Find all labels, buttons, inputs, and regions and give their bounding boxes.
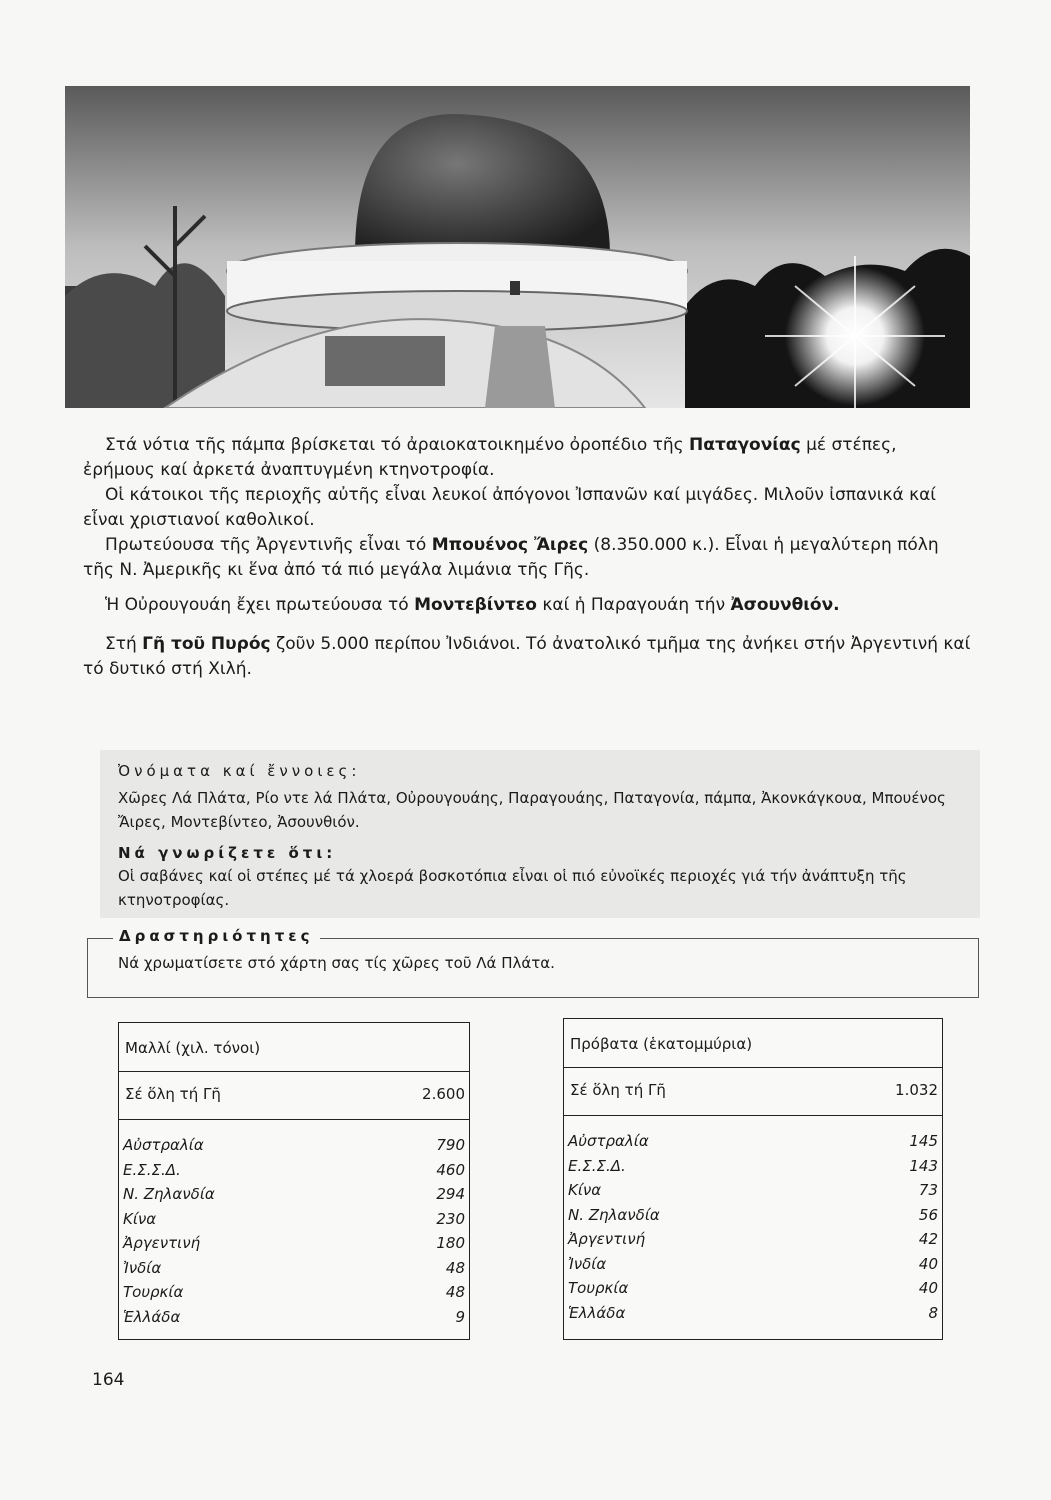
wool-total-row bbox=[125, 1085, 465, 1103]
activity-box bbox=[87, 927, 979, 998]
paragraph-inhabitants: Οἱ κάτοικοι τῆς περιοχῆς αὐτῆς εἶναι λευκοί ἀπόγονοι Ἰσπανῶν καί μιγάδες. Μιλοῦν ἰσπανικά καί εἶναι χριστιανοί καθολικοί. bbox=[83, 485, 937, 530]
know-text: Οἱ σαβάνες καί οἱ στέπες μέ τά χλοερά βοσκοτόπια εἶναι οἱ πιό εὐνοϊκές περιοχές γιά τήν ἀνάπτυξη τῆς κτηνοτροφίας. bbox=[118, 867, 907, 909]
table-row: Ν. Ζηλανδία 56 bbox=[568, 1205, 938, 1224]
sheep-total-row bbox=[570, 1081, 938, 1099]
planetarium-photo bbox=[65, 86, 970, 408]
sheep-table bbox=[563, 1018, 943, 1340]
table-row: Ἑλλάδα 8 bbox=[568, 1303, 938, 1322]
sheep-total-label: Σέ ὅλη τή Γῆ bbox=[570, 1081, 666, 1099]
activity-text: Νά χρωματίσετε στό χάρτη σας τίς χῶρες τοῦ Λά Πλάτα. bbox=[118, 954, 555, 972]
wool-total-label: Σέ ὅλη τή Γῆ bbox=[125, 1085, 221, 1103]
table-row: Τουρκία 40 bbox=[568, 1279, 938, 1297]
planetarium-illustration bbox=[65, 86, 970, 408]
names-section bbox=[118, 762, 958, 912]
table-row: Ἰνδία 48 bbox=[123, 1258, 465, 1277]
wool-rows bbox=[123, 1133, 465, 1329]
know-title: Νά γνωρίζετε ὅτι: bbox=[118, 844, 337, 862]
table-row: Ε.Σ.Σ.Δ. 143 bbox=[568, 1156, 938, 1175]
page-number: 164 bbox=[92, 1370, 125, 1390]
table-row: Ἰνδία 40 bbox=[568, 1254, 938, 1273]
paragraph-patagonia: Στά νότια τῆς πάμπα βρίσκεται τό ἀραιοκατοικημένο ὀροπέδιο τῆς Παταγονίας μέ στέπες, ἐρήμους καί ἀρκετά ἀναπτυγμένη κτηνοτροφία. bbox=[83, 435, 897, 480]
sheep-table-title: Πρόβατα (ἑκατομμύρια) bbox=[570, 1035, 753, 1053]
paragraph-tierra-del-fuego: Στή Γῆ τοῦ Πυρός ζοῦν 5.000 περίπου Ἰνδιάνοι. Τό ἀνατολικό τμῆμα της ἀνήκει στήν Ἀργεντινή καί τό δυτικό στή Χιλή. bbox=[83, 634, 971, 679]
table-row: Ν. Ζηλανδία 294 bbox=[123, 1185, 465, 1203]
paragraph-capital: Πρωτεύουσα τῆς Ἀργεντινῆς εἶναι τό Μπουένος Ἄιρες (8.350.000 κ.). Εἶναι ἡ μεγαλύτερη πόλη τῆς Ν. Ἀμερικῆς κι ἕνα ἀπό τά πιό μεγάλα λιμάνια τῆς Γῆς. bbox=[83, 535, 939, 580]
table-row: Ἑλλάδα 9 bbox=[123, 1307, 465, 1326]
table-row: Ἀργεντινή 42 bbox=[568, 1230, 938, 1248]
table-row: Ἀργεντινή 180 bbox=[123, 1234, 465, 1252]
names-text: Χῶρες Λά Πλάτα, Ρίο ντε λά Πλάτα, Οὐρουγουάης, Παραγουάης, Παταγονία, πάμπα, Ἀκονκάγκουα, Μπουένος Ἄιρες, Μοντεβίντεο, Ἀσουνθιόν. bbox=[118, 789, 946, 831]
table-row: Κίνα 230 bbox=[123, 1209, 465, 1228]
table-row: Αὐστραλία 790 bbox=[123, 1136, 465, 1154]
paragraph-uruguay: Ἡ Οὐρουγουάη ἔχει πρωτεύουσα τό Μοντεβίντεο καί ἡ Παραγουάη τήν Ἀσουνθιόν. bbox=[105, 595, 840, 615]
wool-table bbox=[118, 1022, 470, 1340]
intro-paragraphs bbox=[83, 433, 973, 682]
table-row: Αὐστραλία 145 bbox=[568, 1132, 938, 1150]
sheep-total-value: 1.032 bbox=[895, 1081, 938, 1099]
sheep-rows bbox=[568, 1129, 938, 1325]
table-row: Τουρκία 48 bbox=[123, 1283, 465, 1301]
table-row: Κίνα 73 bbox=[568, 1181, 938, 1199]
table-row: Ε.Σ.Σ.Δ. 460 bbox=[123, 1160, 465, 1179]
activity-title: Δραστηριότητες bbox=[113, 927, 320, 945]
wool-table-title: Μαλλί (χιλ. τόνοι) bbox=[125, 1039, 261, 1057]
wool-total-value: 2.600 bbox=[422, 1085, 465, 1103]
names-title: Ὀνόματα καί ἔννοιες: bbox=[118, 762, 361, 780]
